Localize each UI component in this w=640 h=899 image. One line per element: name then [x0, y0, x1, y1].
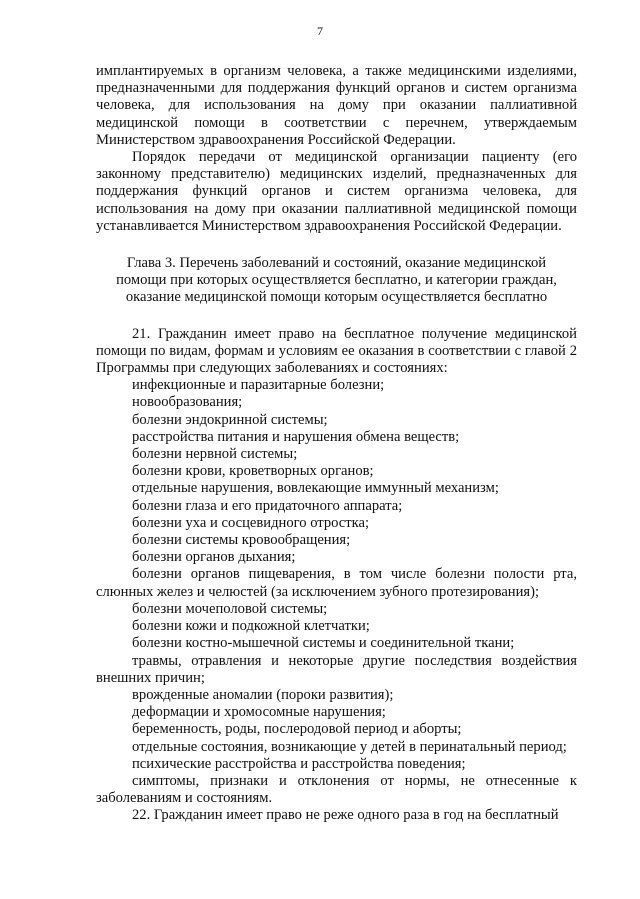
chapter-heading-line: оказание медицинской помощи которым осуществляется бесплатно — [125, 289, 548, 306]
list-item: симптомы, признаки и отклонения от нормы, не отнесенные к заболеваниям и состояниям. — [96, 772, 577, 807]
list-item: отдельные состояния, возникающие у детей в перинатальный период; — [132, 738, 567, 755]
list-item: деформации и хромосомные нарушения; — [132, 704, 386, 721]
list-item: болезни глаза и его придаточного аппарата; — [132, 497, 403, 514]
paragraph: Порядок передачи от медицинской организации пациенту (его законному представителю) медицинских изделий, предназначенных для поддержания функций органов и систем организма человека, для использования на дому при оказании паллиативной медицинской помощи устанавливается Министерством здравоохранения Российской Федерации. — [96, 149, 577, 234]
list-item: болезни костно-мышечной системы и соединительной ткани; — [132, 635, 515, 652]
item-22-start: 22. Гражданин имеет право не реже одного раза в год на бесплатный — [132, 807, 559, 824]
page-number: 7 — [317, 24, 323, 38]
document-body — [96, 63, 577, 825]
list-item: болезни эндокринной системы; — [132, 411, 328, 428]
list-item: болезни органов пищеварения, в том числе болезни полости рта, слюнных желез и челюстей (за исключением зубного протезирования); — [96, 566, 577, 600]
list-item: болезни органов дыхания; — [132, 549, 296, 566]
list-item: болезни кожи и подкожной клетчатки; — [132, 618, 370, 635]
list-item: психические расстройства и расстройства поведения; — [132, 755, 466, 772]
list-item: отдельные нарушения, вовлекающие иммунный механизм; — [132, 480, 499, 497]
chapter-heading — [96, 255, 577, 307]
list-item: новообразования; — [132, 394, 243, 411]
list-item: болезни системы кровообращения; — [132, 532, 351, 549]
paragraph: имплантируемых в организм человека, а также медицинскими изделиями, предназначенными для поддержания функций органов и систем организма человека, для использования на дому при оказании паллиативной медицинской помощи в соответствии с перечнем, утверждаемым Министерством здравоохранения Российской Федерации. — [96, 63, 577, 148]
chapter-heading-line: Глава 3. Перечень заболеваний и состояний, оказание медицинской — [126, 255, 547, 272]
list-item: расстройства питания и нарушения обмена веществ; — [132, 428, 460, 445]
list-item: беременность, роды, послеродовой период и аборты; — [132, 721, 462, 738]
list-item: болезни уха и сосцевидного отростка; — [132, 514, 370, 531]
list-item: болезни крови, кроветворных органов; — [132, 463, 374, 480]
list-item: врожденные аномалии (пороки развития); — [132, 686, 394, 703]
list-item: болезни мочеполовой системы; — [132, 600, 328, 617]
list-item: инфекционные и паразитарные болезни; — [132, 377, 385, 394]
item-21-intro: 21. Гражданин имеет право на бесплатное получение медицинской помощи по видам, формам и условиям ее оказания в соответствии с главой 2 Программы при следующих заболеваниях и состояниях: — [96, 325, 577, 377]
list-item: травмы, отравления и некоторые другие последствия воздействия внешних причин; — [96, 652, 577, 686]
list-item: болезни нервной системы; — [132, 446, 298, 463]
conditions-list — [96, 377, 577, 807]
chapter-heading-line: помощи при которых осуществляется бесплатно, и категории граждан, — [116, 272, 557, 289]
